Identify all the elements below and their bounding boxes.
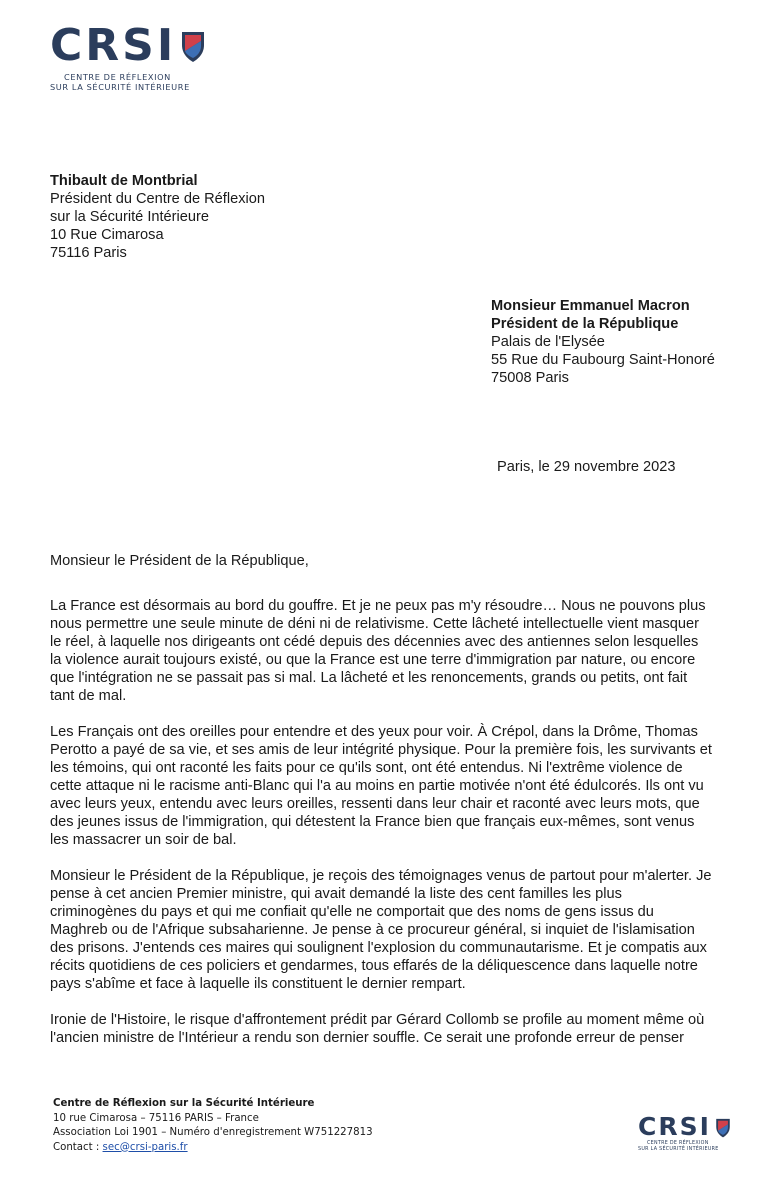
sender-line: Président du Centre de Réflexion [50,191,265,207]
footer-logo-subtitle-1: CENTRE DE RÉFLEXION [647,1141,709,1146]
sender-name: Thibault de Montbrial [50,173,198,189]
recipient-line: 75008 Paris [491,370,569,386]
contact-email-link[interactable]: sec@crsi-paris.fr [102,1141,188,1153]
recipient-block [491,297,715,387]
recipient-name: Monsieur Emmanuel Macron [491,298,690,314]
footer-logo-wordmark: CRSI [638,1112,711,1141]
body-paragraph: Les Français ont des oreilles pour entendre et des yeux pour voir. À Crépol, dans la Drôme, Thomas Perotto a payé de sa vie, et ses amis de leur intégrité physique. Pour la première fois, les survivants et les témoins, qui ont raconté les faits pour ce qu'ils sont, ont été entendus. Ni l'extrême violence de cette attaque ni le racisme anti-Blanc qui l'a au moins en partie motivée n'ont été édulcorés. Ils ont vu avec leurs yeux, entendu avec leurs oreilles, ressenti dans leur chair et raconté avec leurs mots, que des jeunes issus de l'immigration, qui détestent la France bien que français eux-mêmes, sont venus les massacrer un soir de bal. [50,724,712,848]
recipient-line: 55 Rue du Faubourg Saint-Honoré [491,352,715,368]
letter-body [50,597,730,1065]
logo-subtitle-1: CENTRE DE RÉFLEXION [64,72,171,82]
recipient-line: Palais de l'Elysée [491,334,605,350]
salutation: Monsieur le Président de la République, [50,553,309,569]
footer-association: Association Loi 1901 – Numéro d'enregistrement W751227813 [53,1127,373,1138]
recipient-title: Président de la République [491,316,679,332]
body-paragraph: Ironie de l'Histoire, le risque d'affrontement prédit par Gérard Collomb se profile au moment même où l'ancien ministre de l'Intérieur a rendu son dernier souffle. Ce serait une profonde erreur de penser [50,1012,705,1046]
contact-label: Contact : [53,1141,103,1153]
footer-contact [53,1141,373,1156]
shield-icon [715,1117,731,1138]
footer-address: 10 rue Cimarosa – 75116 PARIS – France [53,1112,259,1124]
sender-line: sur la Sécurité Intérieure [50,209,209,225]
sender-line: 10 Rue Cimarosa [50,227,164,243]
footer-title: Centre de Réflexion sur la Sécurité Intérieure [53,1098,315,1109]
body-paragraph: La France est désormais au bord du gouffre. Et je ne peux pas m'y résoudre… Nous ne pouvons plus nous permettre une seule minute de déni ni de relativisme. Cette lâcheté intellectuelle vient masquer le réel, à laquelle nos dirigeants ont cédé depuis des décennies avec des antiennes selon lesquelles la violence aurait toujours existé, ou que la France est une terre d'immigration par nature, ou encore que l'intégration ne se passait pas si mal. La lâcheté et les renoncements, grands ou petits, ont fait tant de mal. [50,598,706,704]
footer-crsi-logo [638,1113,731,1153]
letter-date: Paris, le 29 novembre 2023 [497,459,676,475]
body-paragraph: Monsieur le Président de la République, je reçois des témoignages venus de partout pour m'alerter. Je pense à cet ancien Premier ministre, qui avait demandé la liste des cent familles les plus criminogènes du pays et qui me confiait qu'elle ne comportait que des noms de gens issus du Maghreb ou de l'Afrique subsaharienne. Je pense à ce procureur général, si inquiet de l'islamisation des prisons. J'entends ces maires qui soulignent l'explosion du communautarisme. Et je compatis aux récits quotidiens de ces policiers et gendarmes, tous effarés de la déliquescence dans laquelle notre pays s'abîme et face à laquelle ils constituent le dernier rempart. [50,868,712,992]
sender-line: 75116 Paris [50,245,127,261]
footer-logo-subtitle-2: SUR LA SÉCURITÉ INTÉRIEURE [638,1147,719,1152]
shield-icon [180,29,206,63]
logo-subtitle-2: SUR LA SÉCURITÉ INTÉRIEURE [50,82,190,92]
crsi-logo [50,22,206,92]
sender-block [50,172,265,262]
logo-wordmark: CRSI [50,20,177,71]
footer [53,1097,373,1155]
